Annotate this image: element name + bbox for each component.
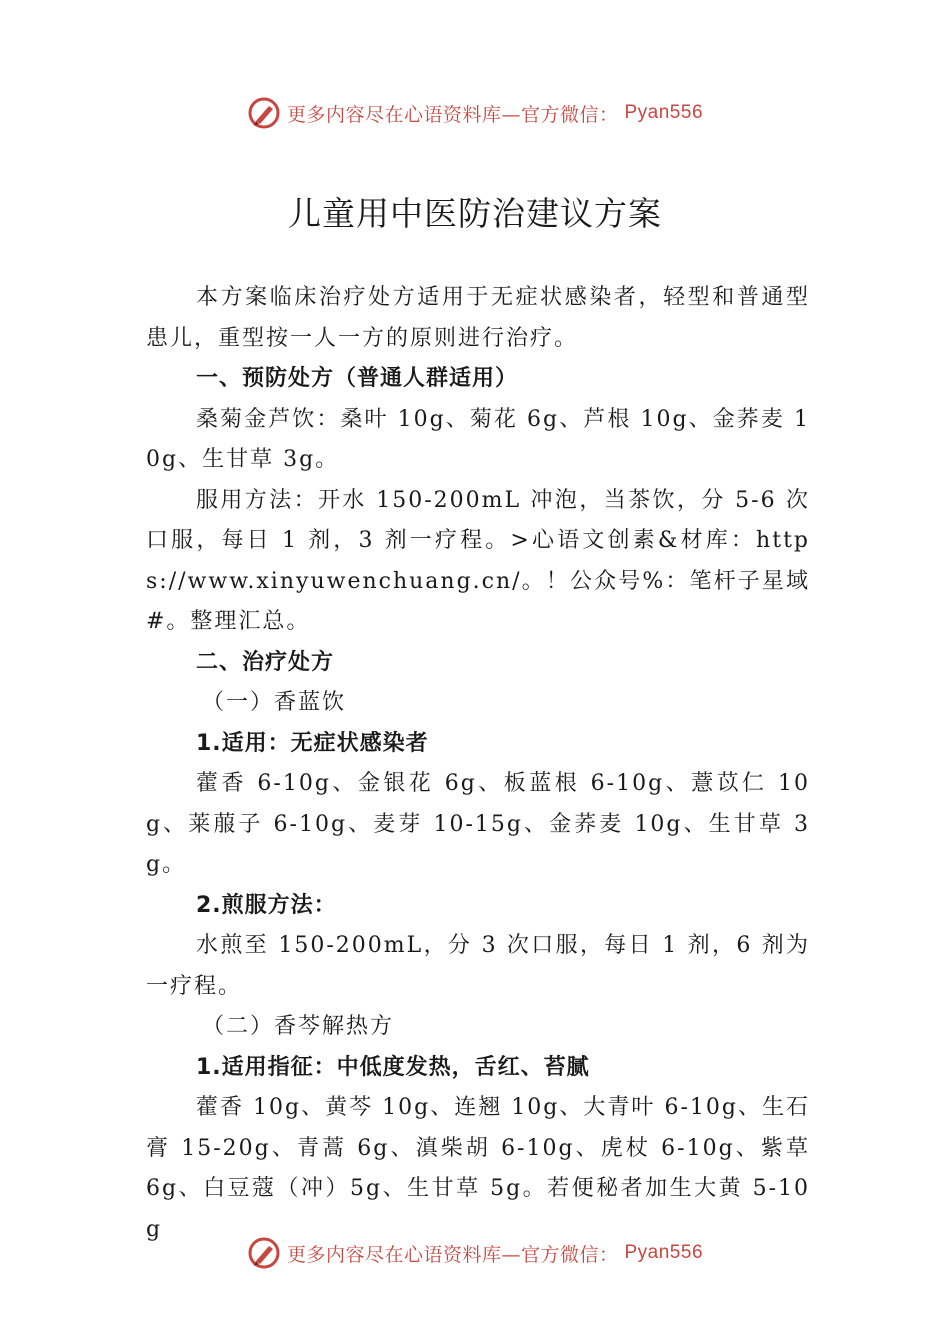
watermark-id: Pyan556 xyxy=(624,102,704,123)
document-body xyxy=(146,278,810,1250)
watermark-text: 更多内容尽在心语资料库—官方微信： xyxy=(286,103,619,126)
decoction-method: 水煎至 150-200mL，分 3 次口服，每日 1 剂，6 剂为一疗程。 xyxy=(146,933,810,999)
prevention-formula: 桑菊金芦饮：桑叶 10g、菊花 6g、芦根 10g、金荞麦 10g、生甘草 3g。 xyxy=(146,406,810,472)
prevention-usage: 服用方法：开水 150-200mL 冲泡，当茶饮，分 5-6 次口服，每日 1 剂，3 剂一疗程。>心语文创素&材库：https://www.xinyuwenchuang.cn/。！公众号%：笔杆子星域#。整理汇总。 xyxy=(146,487,810,634)
indication-heading-1: 1.适用：无症状感染者 xyxy=(196,730,429,756)
pen-logo-icon xyxy=(247,1236,281,1270)
section-heading-prevention: 一、预防处方（普通人群适用） xyxy=(196,366,519,391)
pen-logo-icon xyxy=(247,96,281,130)
subsection-xianglan: （一）香蓝饮 xyxy=(202,690,347,715)
header-watermark xyxy=(0,96,950,130)
indication-heading-2: 1.适用指征：中低度发热，舌红、苔腻 xyxy=(196,1054,590,1080)
xianglan-formula: 藿香 6-10g、金银花 6g、板蓝根 6-10g、薏苡仁 10g、莱菔子 6-10g、麦芽 10-15g、金荞麦 10g、生甘草 3g。 xyxy=(146,771,810,877)
section-heading-treatment: 二、治疗处方 xyxy=(196,649,335,675)
footer-watermark xyxy=(0,1236,950,1270)
decoction-heading: 2.煎服方法： xyxy=(196,892,337,918)
subsection-xiangqin: （二）香芩解热方 xyxy=(202,1014,395,1039)
document-title: 儿童用中医防治建议方案 xyxy=(288,194,662,233)
watermark-id: Pyan556 xyxy=(624,1242,704,1263)
xiangqin-formula: 藿香 10g、黄芩 10g、连翘 10g、大青叶 6-10g、生石膏 15-20g、青蒿 6g、滇柴胡 6-10g、虎杖 6-10g、紫草 6g、白豆蔻（冲）5g、生甘草 5g。若便秘者加生大黄 5-10g xyxy=(146,1095,810,1242)
intro-paragraph: 本方案临床治疗处方适用于无症状感染者，轻型和普通型患儿，重型按一人一方的原则进行治疗。 xyxy=(146,285,810,351)
watermark-text: 更多内容尽在心语资料库—官方微信： xyxy=(286,1243,619,1266)
